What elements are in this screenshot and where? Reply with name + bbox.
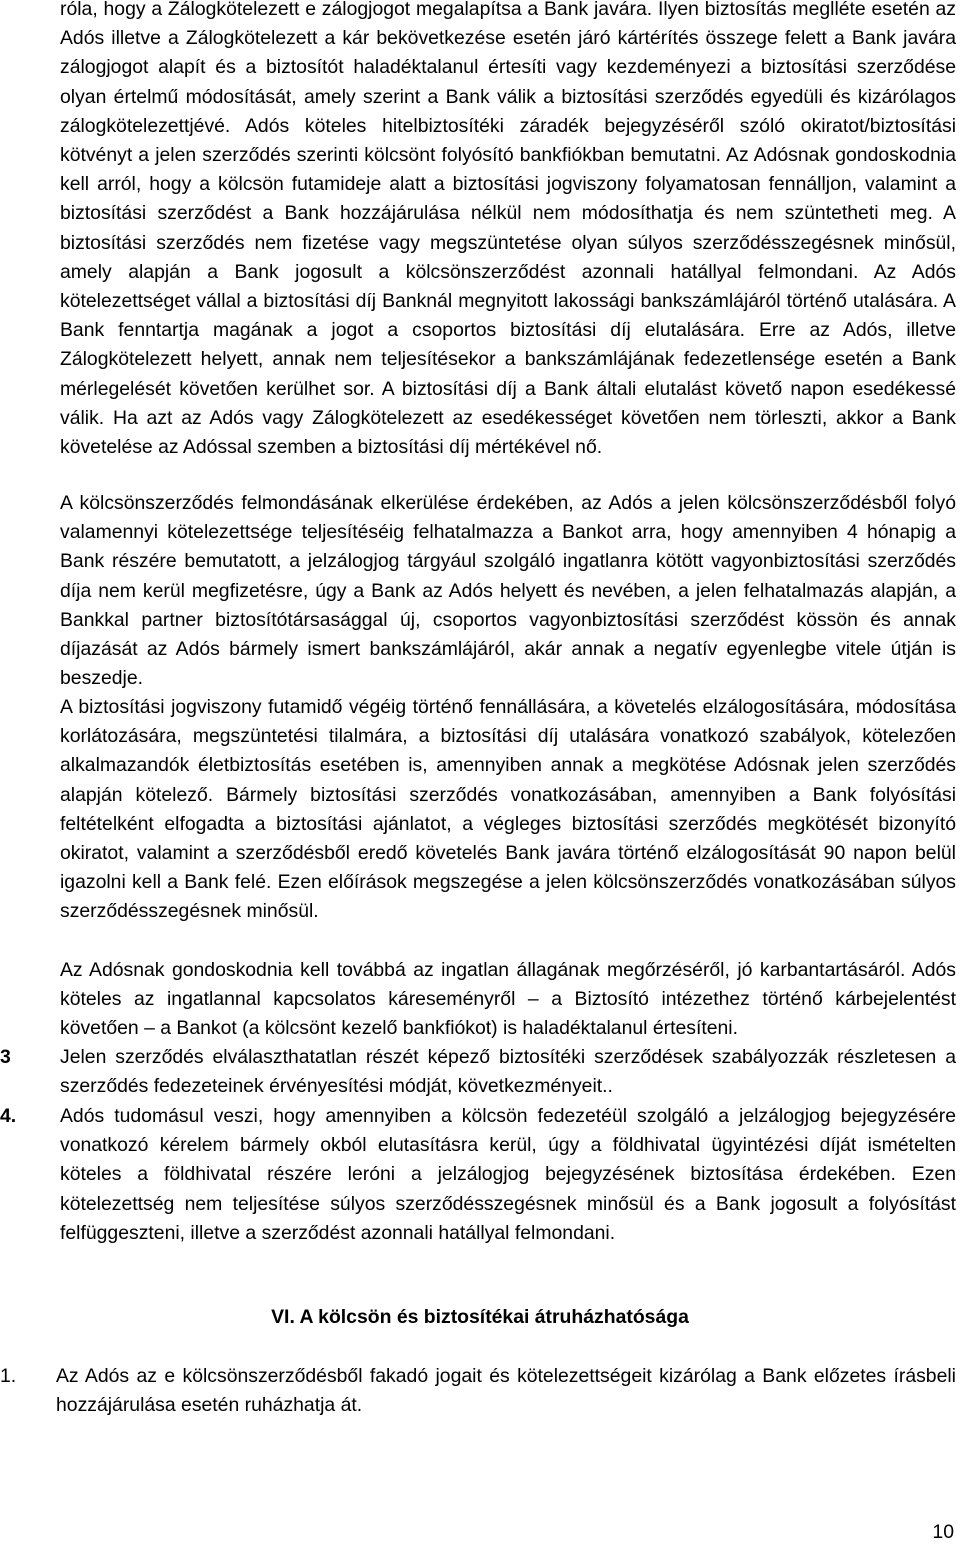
paragraph-property-maintenance: Az Adósnak gondoskodnia kell továbbá az ingatlan állagának megőrzéséről, jó karbantartásáról. Adós köteles az ingatlannal kapcsolatos káreseményről – a Biztosító intézethez történő kárbejelentést követően – a Bankot (a kölcsönt kezelő bankfiókot) is haladéktalanul értesíteni. <box>60 959 956 1040</box>
item-text-3: Jelen szerződés elválaszthatatlan részét képező biztosítéki szerződések szabályozzák részletesen a szerződés fedezeteinek érvényesítési módját, következményeit.. <box>60 1046 956 1098</box>
item-number-3: 3 <box>0 1046 11 1068</box>
paragraph-insurance-obligations: róla, hogy a Zálogkötelezett e zálogjogot megalapítsa a Bank javára. Ilyen biztosítás meglléte esetén az Adós illetve a Zálogkötelezett a kár bekövetkezése esetén járó kártérítés összege felett a Bank javára zálogjogot alapít és a biztosítót haladéktalanul értesíti vagy kezdeményezi a biztosítási szerződése olyan értelmű módosítását, amely szerint a Bank válik a biztosítási szerződés egyedüli és kizárólagos zálogkötelezettjévé. Adós köteles hitelbiztosítéki záradék bejegyzéséről szóló okiratot/biztosítási kötvényt a jelen szerződés szerinti kölcsönt folyósító bankfiókban bemutatni. Az Adósnak gondoskodnia kell arról, hogy a kölcsön futamideje alatt a biztosítási jogviszony folyamatosan fennálljon, valamint a biztosítási szerződést a Bank hozzájárulása nélkül nem módosíthatja és nem szüntetheti meg. A biztosítási szerződés nem fizetése vagy megszüntetése olyan súlyos szerződésszegésnek minősül, amely alapján a Bank jogosult a kölcsönszerződést azonnali hatállyal felmondani. Az Adós kötelezettséget vállal a biztosítási díj Banknál megnyitott lakossági bankszámlájáról történő utalására. A Bank fenntartja magának a jogot a csoportos biztosítási díj elutalására. Erre az Adós, illetve Zálogkötelezett helyett, annak nem teljesítésekor a bankszámlájának fedezetlensége esetén a Bank mérlegelését követően kerülhet sor. A biztosítási díj a Bank általi elutalást követő napon esedékessé válik. Ha azt az Adós vagy Zálogkötelezett az esedékességet követően nem törleszti, akkor a Bank követelése az Adóssal szemben a biztosítási díj mértékével nő. <box>60 0 956 459</box>
item-text-4: Adós tudomásul veszi, hogy amennyiben a kölcsön fedezetéül szolgáló a jelzálogjog bejegyzésére vonatkozó kérelem bármely okból elutasításra kerül, úgy a földhivatal ügyintézési díját ismételten köteles a földhivatal részére leróni a jelzálogjog bejegyzésének biztosítása érdekében. Ezen kötelezettség nem teljesítése súlyos szerződésszegésnek minősül és a Bank jogosult a folyósítást felfüggeszteni, illetve a szerződést azonnali hatállyal felmondani. <box>60 1105 956 1244</box>
section-item-text-1: Az Adós az e kölcsönszerződésből fakadó jogait és kötelezettségeit kizárólag a Bank előzetes írásbeli hozzájárulása esetén ruházhatja át. <box>56 1365 956 1417</box>
section-title: VI. A kölcsön és biztosítékai átruházhatósága <box>271 1306 689 1328</box>
paragraph-loan-termination-avoidance: A kölcsönszerződés felmondásának elkerülése érdekében, az Adós a jelen kölcsönszerződésből folyó valamennyi kötelezettsége teljesítéséig felhatalmazza a Bankot arra, hogy amennyiben 4 hónapig a Bank részére bemutatott, a jelzálogjog tárgyául szolgáló ingatlanra kötött vagyonbiztosítási szerződés díja nem kerül megfizetésre, úgy a Bank az Adós helyett és nevében, a jelen felhatalmazás alapján, a Bankkal partner biztosítótársasággal új, csoportos vagyonbiztosítási szerződést kössön és annak díjazását az Adós bármely ismert bankszámlájáról, akár annak a negatív egyenlegbe vitele útján is beszedje. <box>60 492 956 690</box>
section-item-number-1: 1. <box>0 1365 17 1387</box>
paragraph-insurance-term-rules: A biztosítási jogviszony futamidő végéig történő fennállására, a követelés elzálogosítására, módosítása korlátozására, megszüntetési tilalmára, a biztosítási díj utalására vonatkozó szabályok, kötelezően alkalmazandók életbiztosítás esetében is, amennyiben annak a megkötése Adósnak jelen szerződés alapján kötelező. Bármely biztosítási szerződés vonatkozásában, amennyiben a Bank folyósítási feltételként elfogadta a biztosítási ajánlatot, a végleges biztosítási szerződés megkötését bizonyító okiratot, valamint a szerződésből eredő követelés Bank javára történő elzálogosítását 90 napon belül igazolni kell a Bank felé. Ezen előírások megszegése a jelen kölcsönszerződés vonatkozásában súlyos szerződésszegésnek minősül. <box>60 696 956 923</box>
item-number-4: 4. <box>0 1105 17 1127</box>
page-number: 10 <box>932 1521 954 1543</box>
